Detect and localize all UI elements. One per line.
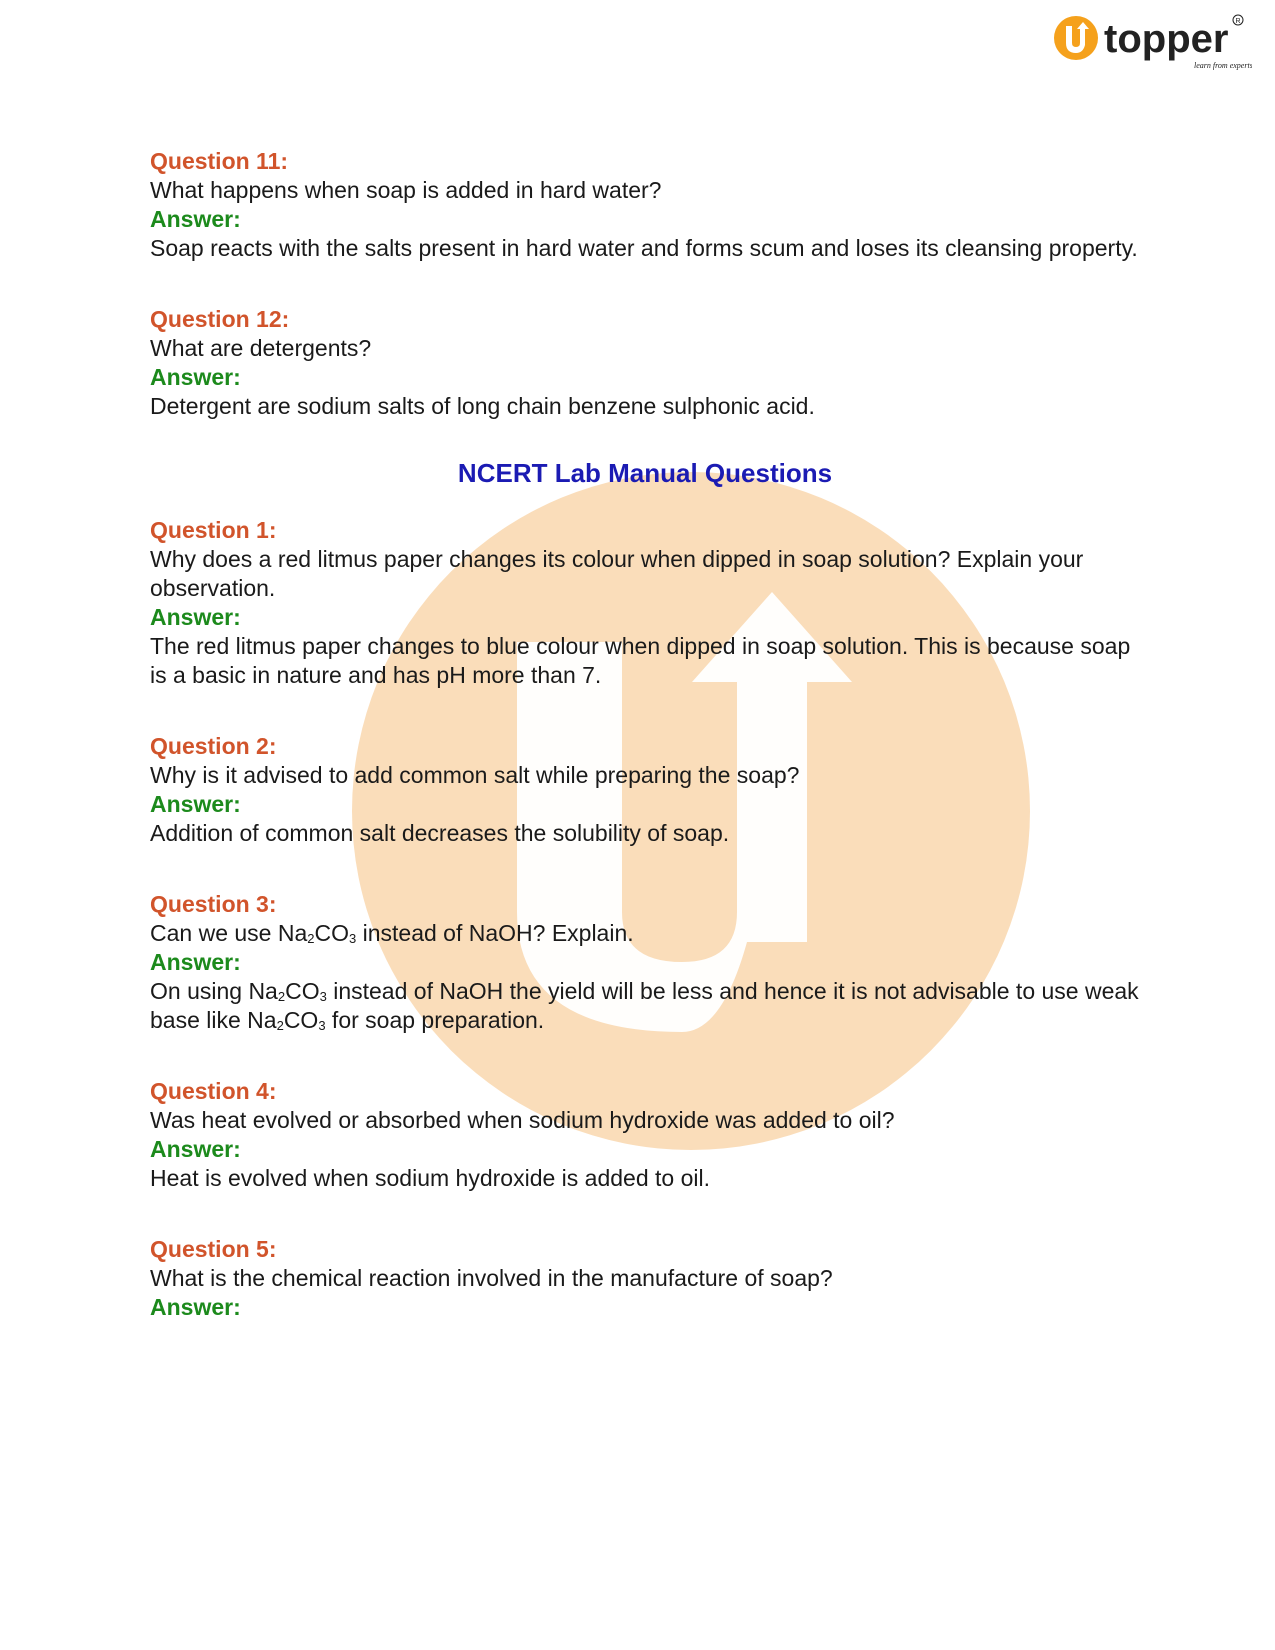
answer-text: Soap reacts with the salts present in hard water and forms scum and loses its cleansing property. — [150, 235, 1138, 261]
answer-label: Answer: — [150, 604, 241, 630]
question-text: Why is it advised to add common salt while preparing the soap? — [150, 762, 800, 788]
qa-block-lab-question-1 — [150, 516, 1140, 690]
qa-block-question-12 — [150, 305, 1140, 421]
answer-label: Answer: — [150, 791, 241, 817]
answer-text: The red litmus paper changes to blue colour when dipped in soap solution. This is because soap is a basic in nature and has pH more than 7. — [150, 633, 1131, 688]
answer-label: Answer: — [150, 949, 241, 975]
question-text: Can we use $Na_2CO_3$ instead of NaOH? Explain. — [150, 920, 634, 946]
topper-logo-text: topper — [1104, 17, 1229, 61]
answer-label: Answer: — [150, 1136, 241, 1162]
section-title: NCERT Lab Manual Questions — [457, 458, 833, 488]
question-label: Question 1: — [150, 517, 277, 543]
question-label: Question 2: — [150, 733, 277, 759]
answer-label: Answer: — [150, 1294, 241, 1320]
question-label: Question 3: — [150, 891, 277, 917]
answer-label: Answer: — [150, 364, 241, 390]
answer-label: Answer: — [150, 206, 241, 232]
question-label: Question 12: — [150, 306, 290, 332]
answer-text: Heat is evolved when sodium hydroxide is added to oil. — [150, 1165, 710, 1191]
topper-tagline: learn from experts — [1194, 61, 1252, 70]
qa-block-lab-question-3 — [150, 890, 1140, 1035]
question-label: Question 5: — [150, 1236, 277, 1262]
answer-text: Detergent are sodium salts of long chain benzene sulphonic acid. — [150, 393, 815, 419]
qa-block-lab-question-2 — [150, 732, 1140, 848]
svg-text:R: R — [1235, 18, 1241, 25]
question-label: Question 4: — [150, 1078, 277, 1104]
document-body — [150, 147, 1140, 1364]
question-text: What are detergents? — [150, 335, 372, 361]
question-text: Was heat evolved or absorbed when sodium hydroxide was added to oil? — [150, 1107, 895, 1133]
qa-block-question-11 — [150, 147, 1140, 263]
question-text: What is the chemical reaction involved in the manufacture of soap? — [150, 1265, 833, 1291]
topper-logo — [1052, 12, 1252, 74]
answer-text: Addition of common salt decreases the solubility of soap. — [150, 820, 730, 846]
qa-block-lab-question-5 — [150, 1235, 1140, 1322]
question-text: Why does a red litmus paper changes its colour when dipped in soap solution? Explain your observation. — [150, 546, 1084, 601]
qa-block-lab-question-4 — [150, 1077, 1140, 1193]
answer-text: On using $Na_2CO_3$ instead of NaOH the yield will be less and hence it is not advisable to use weak base like $Na_2CO_3$ for soap preparation. — [150, 978, 1139, 1033]
question-label: Question 11: — [150, 148, 289, 174]
question-text: What happens when soap is added in hard water? — [150, 177, 662, 203]
topper-logo-icon — [1054, 16, 1098, 60]
